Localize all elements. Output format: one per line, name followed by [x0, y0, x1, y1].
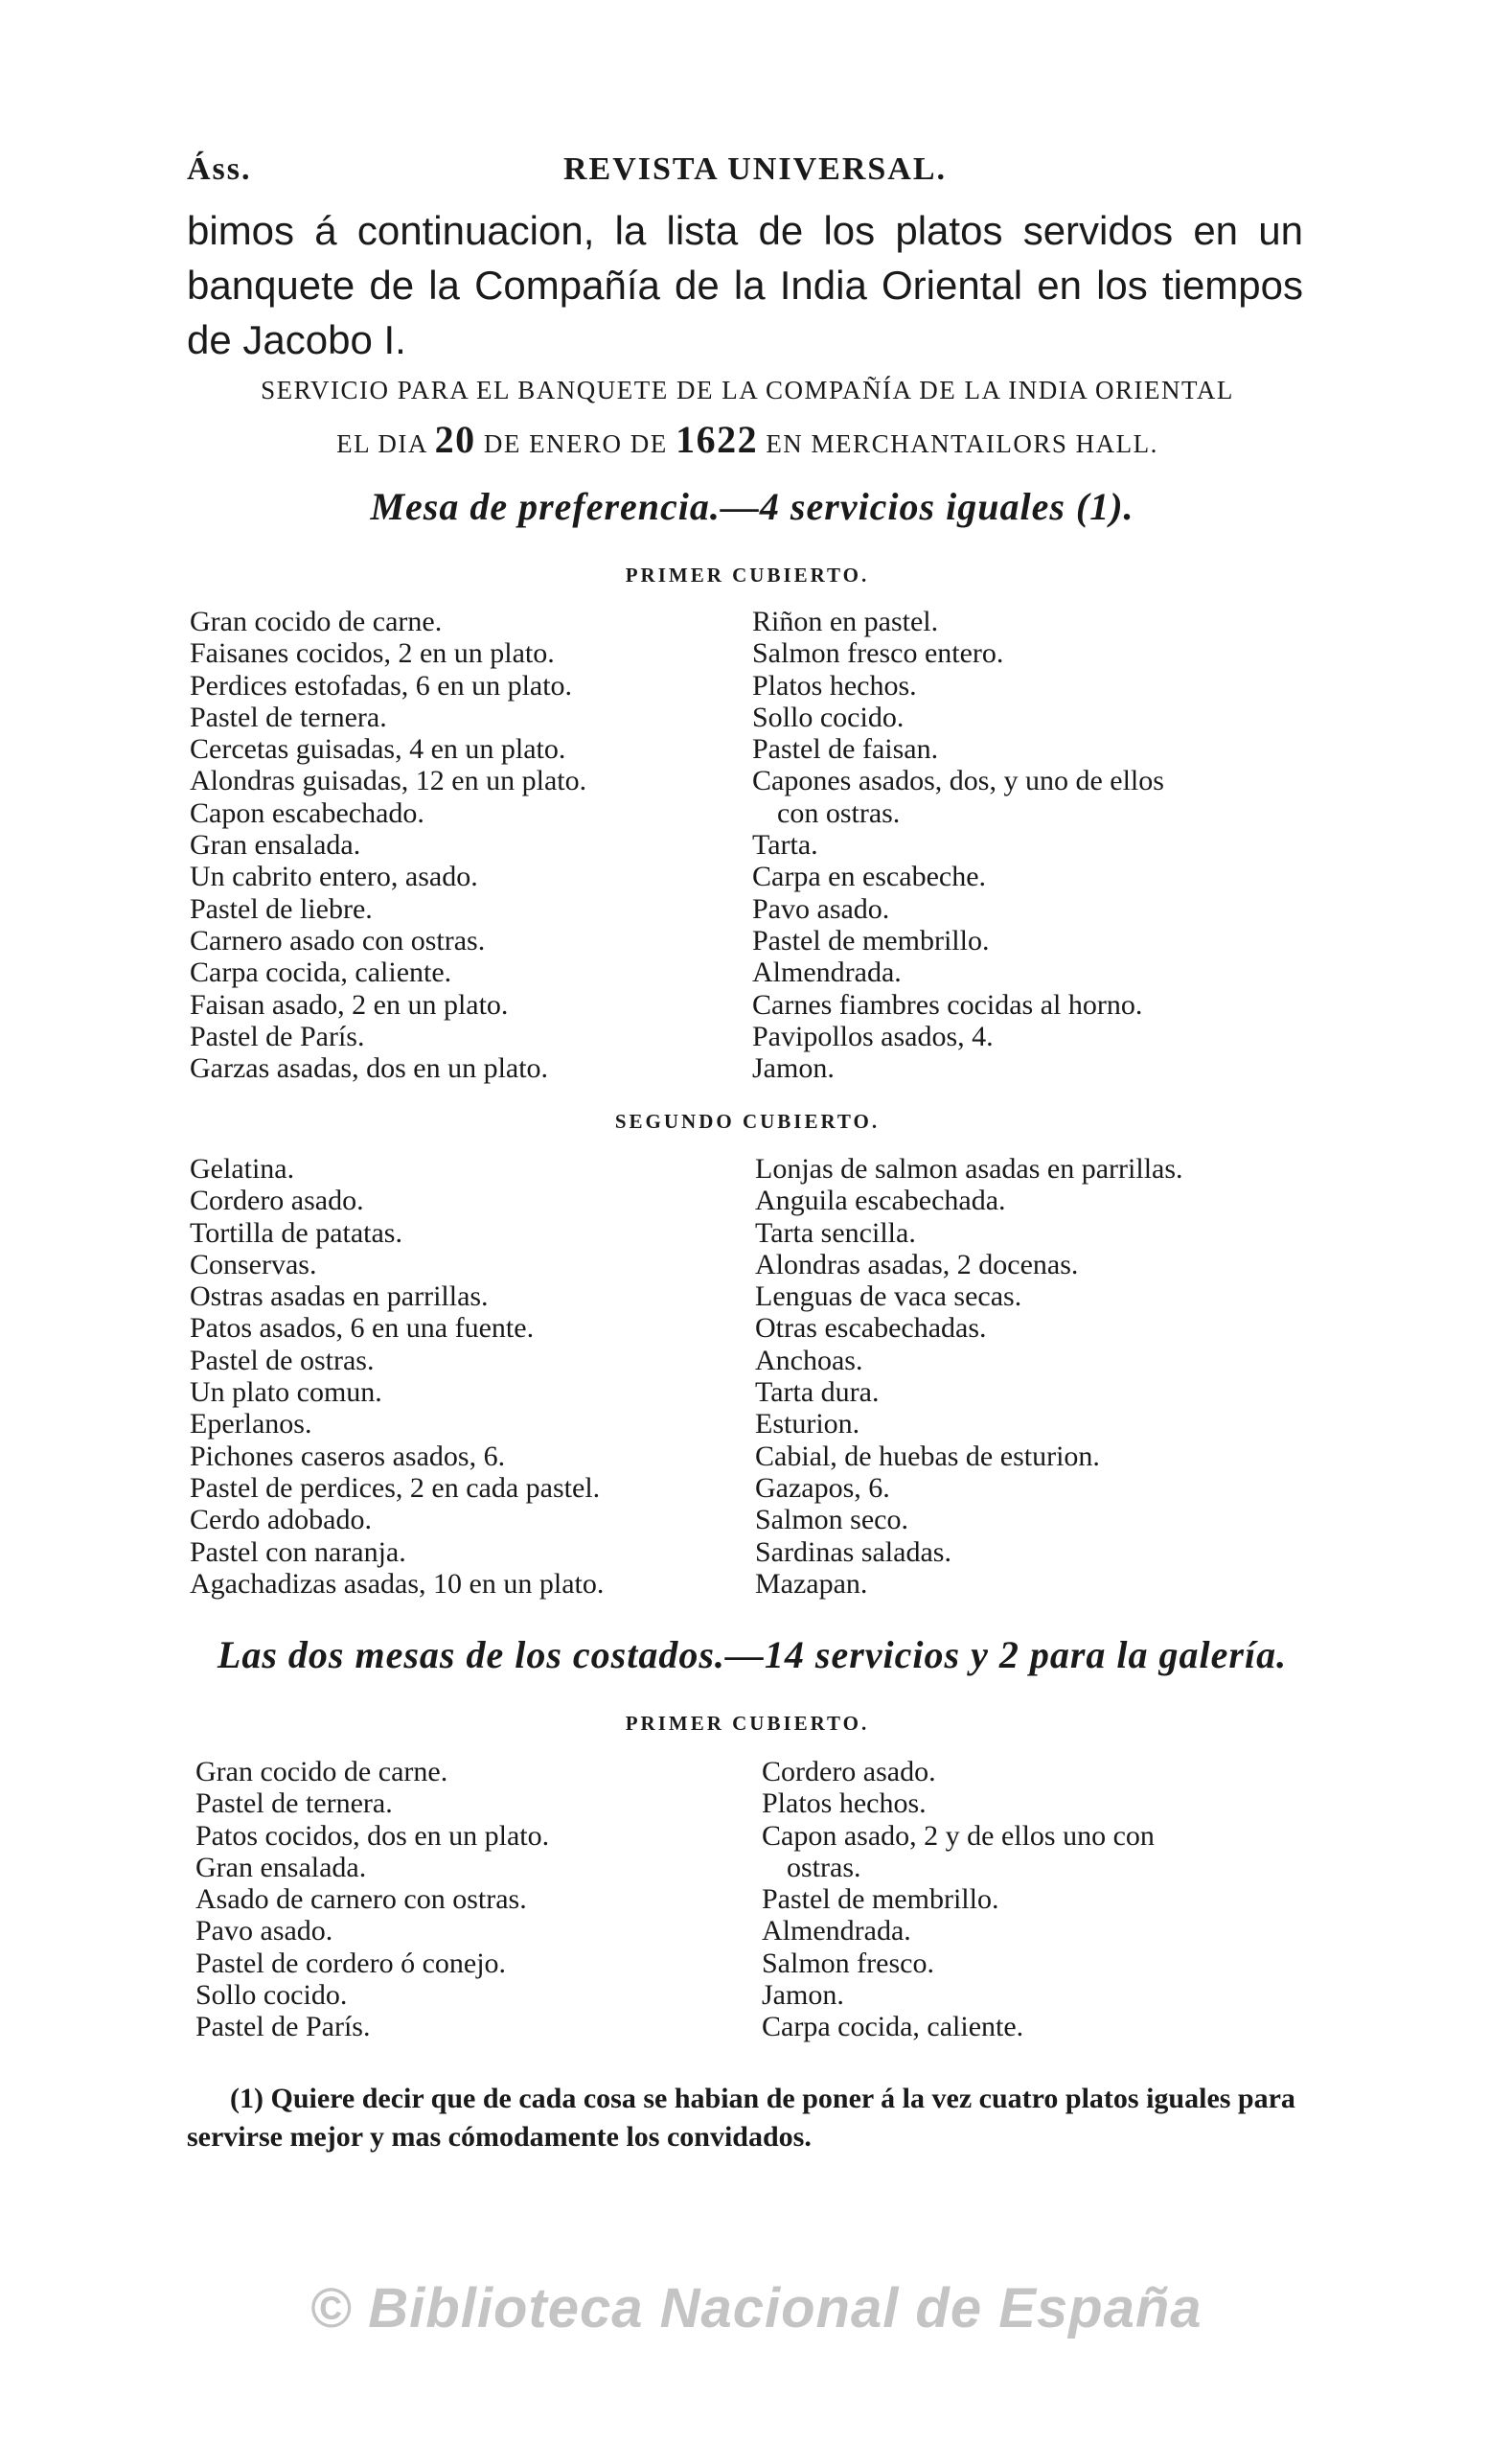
menu-item: Almendrada. [752, 956, 902, 989]
menu-item: Pastel de ostras. [190, 1344, 375, 1376]
menu-item: Gran ensalada. [195, 1851, 367, 1883]
menu-item: Alondras guisadas, 12 en un plato. [190, 765, 587, 797]
menu-item: Tarta dura. [755, 1376, 880, 1409]
menu-item: Cercetas guisadas, 4 en un plato. [190, 733, 566, 766]
menu-item: Cerdo adobado. [190, 1504, 372, 1536]
menu-item: Anchoas. [755, 1344, 863, 1376]
footnote: (1) Quiere decir que de cada cosa se habian de poner á la vez cuatro platos iguales para servirse mejor y mas cómodamente los convidados. [187, 2083, 1295, 2153]
menu-item: Sardinas saladas. [755, 1535, 951, 1568]
menu-item: Mazapan. [755, 1567, 868, 1600]
menu-item: Pastel de ternera. [190, 701, 387, 733]
menu-item: Otras escabechadas. [755, 1312, 987, 1345]
menu-item: Almendrada. [762, 1915, 911, 1947]
menu-item: Pastel con naranja. [190, 1535, 406, 1568]
menu-item: Gran cocido de carne. [195, 1756, 448, 1787]
menu-item: Carpa cocida, caliente. [762, 2011, 1024, 2043]
service-year: 1622 [676, 418, 759, 461]
menu-item: Jamon. [752, 1052, 835, 1085]
menu-item: Pastel de faisan. [752, 733, 939, 766]
menu-item: Tarta. [752, 829, 818, 862]
menu-column-left [190, 1153, 604, 1600]
menu-column-right [755, 1153, 1183, 1600]
menu-item: Un plato comun. [190, 1376, 382, 1409]
menu-item: Platos hechos. [752, 669, 917, 702]
menu-item: Agachadizas asadas, 10 en un plato. [190, 1567, 605, 1600]
menu-column-right [762, 1756, 1155, 2043]
menu-item: Cordero asado. [762, 1756, 936, 1787]
menu-item: Pavo asado. [195, 1915, 333, 1947]
menu-item: Pastel de perdices, 2 en cada pastel. [190, 1471, 601, 1504]
service-title-line2: EL DIA 20 DE ENERO DE 1622 EN MERCHANTAILORS HALL. [336, 418, 1158, 461]
menu-item: Anguila escabechada. [755, 1185, 1006, 1217]
menu-item: Tarta sencilla. [755, 1216, 916, 1249]
menu-item: Pastel de ternera. [195, 1787, 393, 1820]
menu-item: Faisan asado, 2 en un plato. [190, 988, 509, 1021]
menu-item: Carpa cocida, caliente. [190, 956, 452, 989]
menu-item: Garzas asadas, dos en un plato. [190, 1052, 549, 1085]
menu-item: Conservas. [190, 1248, 317, 1280]
menu-item: Capones asados, dos, y uno de ellos [752, 765, 1164, 797]
menu-item: Patos cocidos, dos en un plato. [195, 1819, 550, 1852]
page-number: Áss. [187, 151, 252, 187]
menu-item: Tortilla de patatas. [190, 1216, 402, 1249]
menu-item: Salmon seco. [755, 1504, 908, 1536]
menu-item: Pastel de membrillo. [762, 1883, 999, 1916]
section-title-costados: Las dos mesas de los costados.—14 servicios y 2 para la galería. [217, 1633, 1288, 1676]
menu-item: Pastel de liebre. [190, 892, 373, 925]
menu-item: Cordero asado. [190, 1185, 364, 1217]
menu-item: con ostras. [777, 796, 901, 829]
menu-item: Gran ensalada. [190, 829, 361, 862]
section-title-preferencia: Mesa de preferencia.—4 servicios iguales (1). [370, 485, 1134, 528]
menu-item: ostras. [787, 1851, 861, 1883]
service-day: 20 [434, 418, 476, 461]
menu-item: Gazapos, 6. [755, 1471, 890, 1504]
menu-item: Pastel de cordero ó conejo. [195, 1947, 507, 1979]
menu-item: Platos hechos. [762, 1787, 927, 1820]
menu-item: Pastel de París. [190, 1020, 365, 1052]
menu-item: Pastel de membrillo. [752, 924, 990, 956]
library-watermark: © Biblioteca Nacional de España [309, 2277, 1203, 2339]
menu-item: Pichones caseros asados, 6. [190, 1440, 506, 1472]
running-title: REVISTA UNIVERSAL. [563, 151, 948, 187]
intro-paragraph: bimos á continuacion, la lista de los platos servidos en un banquete de la Compañía de la India Oriental en los tiempos de Jacobo I. [187, 208, 1303, 362]
course-heading: SEGUNDO CUBIERTO. [614, 1110, 881, 1133]
menu-item: Salmon fresco entero. [752, 637, 1004, 670]
menu-item: Asado de carnero con ostras. [195, 1883, 527, 1916]
menu-item: Sollo cocido. [752, 701, 905, 733]
menu-item: Alondras asadas, 2 docenas. [755, 1248, 1079, 1280]
menu-item: Sollo cocido. [195, 1979, 348, 2012]
menu-item: Gran cocido de carne. [190, 606, 443, 637]
service-title [182, 366, 1313, 469]
menu-item: Lenguas de vaca secas. [755, 1280, 1022, 1313]
course-heading: PRIMER CUBIERTO. [625, 1712, 870, 1735]
menu-item: Faisanes cocidos, 2 en un plato. [190, 637, 555, 670]
menu-column-left [195, 1756, 549, 2043]
menu-item: Salmon fresco. [762, 1947, 934, 1979]
menu-item: Un cabrito entero, asado. [190, 861, 478, 893]
menu-item: Pastel de París. [195, 2011, 371, 2043]
menu-item: Ostras asadas en parrillas. [190, 1280, 489, 1313]
page-header [187, 151, 1289, 199]
menu-item: Cabial, de huebas de esturion. [755, 1440, 1100, 1472]
menu-item: Esturion. [755, 1408, 860, 1440]
menu-item: Jamon. [762, 1979, 844, 2012]
menu-item: Capon asado, 2 y de ellos uno con [762, 1819, 1155, 1852]
menu-item: Carnero asado con ostras. [190, 924, 486, 956]
menu-item: Capon escabechado. [190, 796, 424, 829]
menu-item: Lonjas de salmon asadas en parrillas. [755, 1153, 1183, 1185]
service-title-line1: SERVICIO PARA EL BANQUETE DE LA COMPAÑÍA DE LA INDIA ORIENTAL [261, 376, 1234, 404]
menu-column-right [752, 606, 1164, 1084]
menu-item: Gelatina. [190, 1153, 295, 1185]
menu-item: Perdices estofadas, 6 en un plato. [190, 669, 573, 702]
menu-item: Patos asados, 6 en una fuente. [190, 1312, 535, 1345]
menu-item: Carpa en escabeche. [752, 861, 987, 893]
course-heading: PRIMER CUBIERTO. [625, 564, 870, 587]
menu-item: Pavipollos asados, 4. [752, 1020, 994, 1052]
menu-item: Pavo asado. [752, 892, 890, 925]
menu-item: Carnes fiambres cocidas al horno. [752, 988, 1143, 1021]
menu-column-left [190, 606, 586, 1084]
menu-item: Riñon en pastel. [752, 606, 939, 637]
menu-item: Eperlanos. [190, 1408, 312, 1440]
